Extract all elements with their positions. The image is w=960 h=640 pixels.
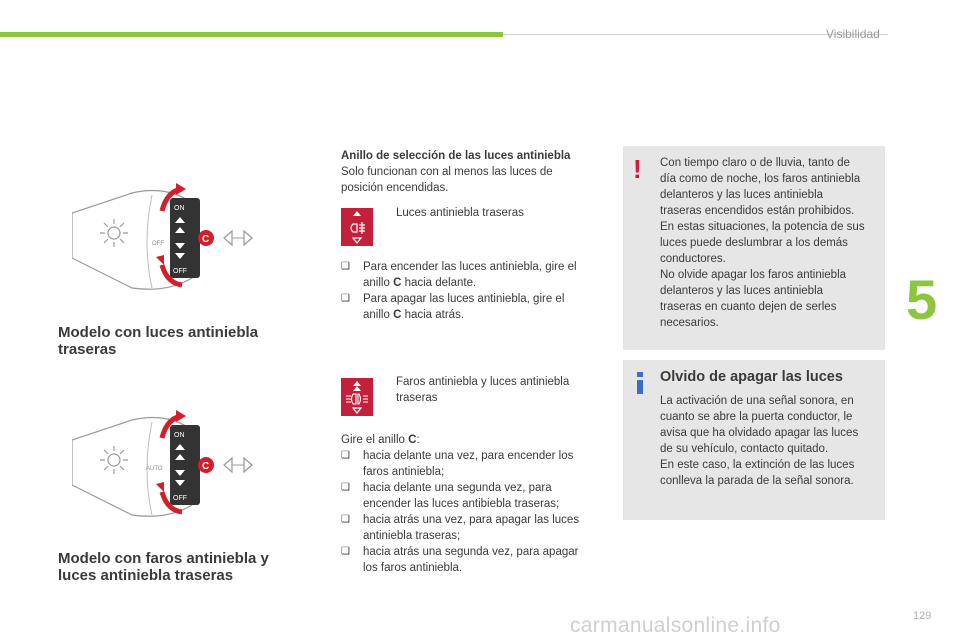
page-number: 129 xyxy=(913,610,932,622)
info-icon xyxy=(635,372,645,394)
ring-selection-intro: Anillo de selección de las luces antiniebla Solo funcionan con al menos las luces de posición encendidas. xyxy=(341,148,601,196)
info-text: La activación de una señal sonora, en cuanto se abre la puerta conductor, le avisa que ha olvidado apagar las luces de su vehículo, contacto quitado. En este caso, la extinción de las luces conlleva la parada de la señal sonora. xyxy=(660,395,859,487)
section-title: Visibilidad xyxy=(826,27,880,41)
ring-selection-heading: Anillo de selección de las luces antiniebla xyxy=(341,150,571,162)
bullet-marker-icon: ❑ xyxy=(341,261,350,272)
warning-box xyxy=(623,146,885,350)
stalk-auto-label: AUTO xyxy=(146,466,163,472)
ring-off-label: OFF xyxy=(173,495,187,502)
rear-fog-icon-label: Luces antiniebla traseras xyxy=(396,207,524,219)
chapter-number: 5 xyxy=(906,268,938,331)
bullet-marker-icon: ❑ xyxy=(341,450,350,461)
list-item: ❑ hacia atrás una vez, para apagar las luces antiniebla traseras; xyxy=(341,514,580,542)
ring-on-label: ON xyxy=(174,205,185,212)
list-item: ❑ Para encender las luces antiniebla, gire el anillo C hacia delante. xyxy=(341,261,577,289)
stalk-off-label: OFF xyxy=(152,241,164,247)
info-title: Olvido de apagar las luces xyxy=(660,369,843,385)
list-item: ❑ Para apagar las luces antiniebla, gire el anillo C hacia atrás. xyxy=(341,293,565,321)
info-box xyxy=(623,360,885,520)
rear-fog-instructions xyxy=(341,259,601,323)
model-title-front-rear-fog: Modelo con faros antiniebla y luces antiniebla traseras xyxy=(58,550,269,584)
header-accent-bar xyxy=(0,32,503,37)
warning-exclamation-icon: ! xyxy=(633,154,642,184)
low-beam-icon xyxy=(100,219,128,247)
bullet-marker-icon: ❑ xyxy=(341,514,350,525)
list-item: ❑ hacia atrás una segunda vez, para apagar los faros antiniebla. xyxy=(341,546,579,574)
ring-off-label: OFF xyxy=(173,268,187,275)
list-item: ❑ hacia delante una vez, para encender los faros antiniebla; xyxy=(341,450,574,478)
warning-text: Con tiempo claro o de lluvia, tanto de día como de noche, los faros antiniebla delanteros y las luces antiniebla traseras encendidos están prohibidos. En estas situaciones, la potencia de sus luces puede deslumbrar a los demás conductores. No olvide apagar los faros antiniebla delanteros y las luces antiniebla traseras en cuanto dejen de serles necesarios. xyxy=(660,157,865,329)
bullet-marker-icon: ❑ xyxy=(341,482,350,493)
low-beam-icon xyxy=(100,446,128,474)
svg-text:C: C xyxy=(202,461,210,472)
light-stalk-illustration-front-rear-fog xyxy=(72,410,262,530)
rear-fog-light-icon xyxy=(341,208,373,246)
list-item: ❑ hacia delante una segunda vez, para encender las luces antibiebla traseras; xyxy=(341,482,560,510)
watermark: carmanualsonline.info xyxy=(570,614,781,637)
bullet-marker-icon: ❑ xyxy=(341,546,350,557)
front-rear-fog-instructions: Gire el anillo C: ❑ hacia delante una vez, para encender los faros antiniebla; ❑ hacia delante una segunda vez, para encender las luces antibiebla traseras; ❑ hacia atrás una vez, para apagar las luces antiniebla traseras; ❑ hacia atrás una segunda vez, para apagar los faros antiniebla. xyxy=(341,432,601,576)
front-rear-fog-icon-label: Faros antiniebla y luces antiniebla traseras xyxy=(396,376,570,404)
model-title-rear-fog: Modelo con luces antiniebla traseras xyxy=(58,324,259,358)
light-stalk-illustration-rear-fog xyxy=(72,183,262,303)
svg-text:C: C xyxy=(202,234,210,245)
ring-on-label: ON xyxy=(174,432,185,439)
turn-signal-arrows-icon xyxy=(224,458,252,472)
turn-signal-arrows-icon xyxy=(224,231,252,245)
bullet-marker-icon: ❑ xyxy=(341,293,350,304)
front-rear-fog-light-icon xyxy=(341,378,373,416)
